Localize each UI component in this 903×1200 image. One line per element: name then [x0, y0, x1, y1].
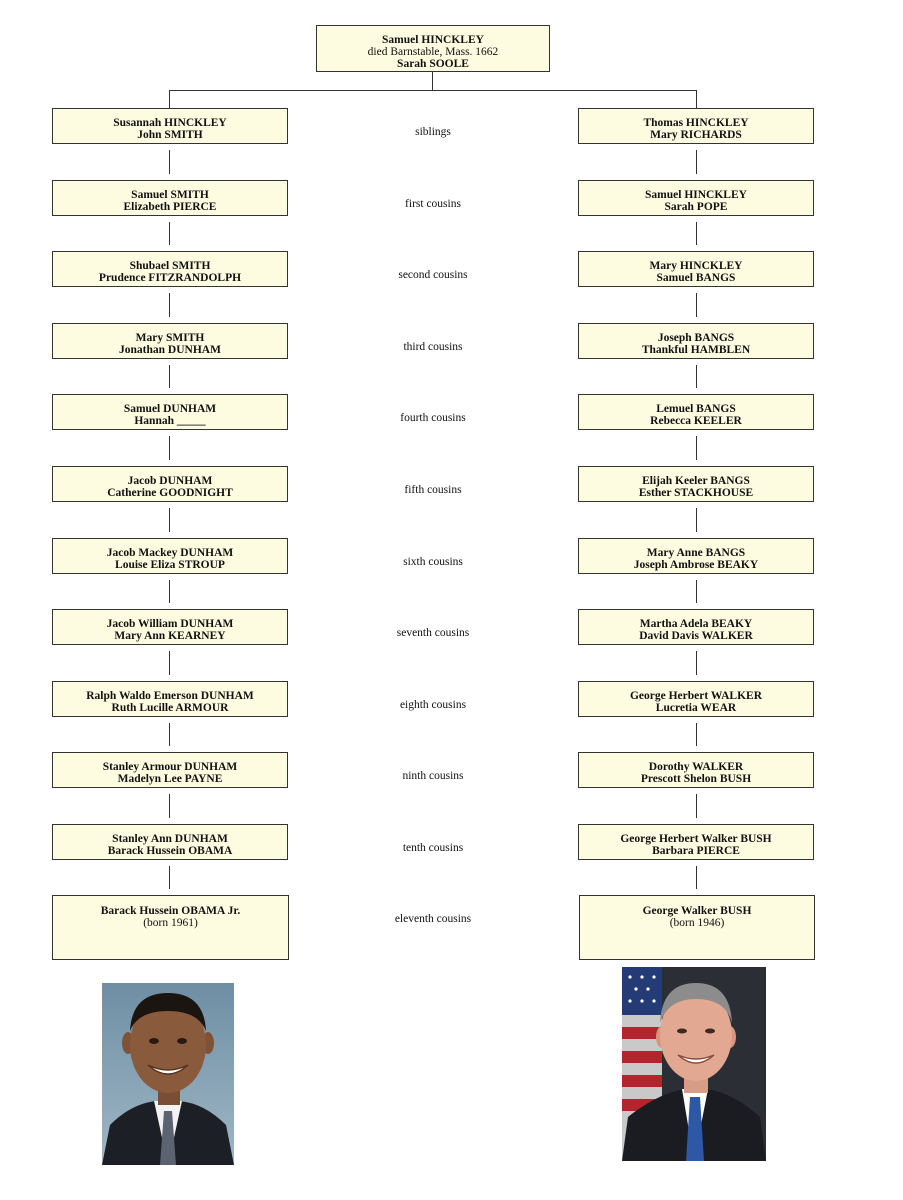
left-person-name: Samuel SMITH — [131, 189, 209, 201]
right-final-born: (born 1946) — [669, 917, 725, 929]
right-spouse-name: Sarah POPE — [664, 201, 728, 213]
right-person-name: Samuel HINCKLEY — [645, 189, 747, 201]
left-lineage-box — [52, 323, 288, 359]
descent-connector — [696, 651, 697, 675]
right-final-name: George Walker BUSH — [642, 905, 752, 917]
left-spouse-name: Madelyn Lee PAYNE — [117, 773, 223, 785]
left-lineage-box — [52, 681, 288, 717]
right-final-box — [579, 895, 815, 960]
left-person-name: Jacob DUNHAM — [127, 475, 213, 487]
left-final-box — [52, 895, 289, 960]
root-death-note: died Barnstable, Mass. 1662 — [367, 46, 499, 58]
right-person-name: Joseph BANGS — [657, 332, 735, 344]
left-spouse-name: Prudence FITZRANDOLPH — [98, 272, 242, 284]
descent-connector — [696, 580, 697, 603]
left-spouse-name: Louise Eliza STROUP — [115, 559, 225, 571]
left-lineage-box — [52, 824, 288, 860]
right-spouse-name: Samuel BANGS — [656, 272, 736, 284]
descent-connector — [169, 866, 170, 889]
final-relationship-label: eleventh cousins — [394, 913, 472, 925]
descent-connector — [696, 436, 697, 460]
root-ancestor-box — [316, 25, 550, 72]
descent-connector — [169, 723, 170, 746]
descent-connector — [169, 580, 170, 603]
descent-connector — [169, 365, 170, 388]
left-spouse-name: John SMITH — [137, 129, 203, 141]
right-person-name: Elijah Keeler BANGS — [642, 475, 750, 487]
right-spouse-name: Thankful HAMBLEN — [641, 344, 751, 356]
left-spouse-name: Catherine GOODNIGHT — [107, 487, 233, 499]
descent-connector — [696, 222, 697, 245]
right-spouse-name: Rebecca KEELER — [650, 415, 742, 427]
descent-connector — [169, 794, 170, 818]
right-spouse-name: Mary RICHARDS — [650, 129, 742, 141]
descent-connector — [696, 508, 697, 532]
left-spouse-name: Hannah _____ — [134, 415, 206, 427]
root-name: Samuel HINCKLEY — [382, 34, 484, 46]
relationship-label: fourth cousins — [400, 412, 466, 424]
descent-connector — [169, 293, 170, 317]
descent-connector — [696, 365, 697, 388]
left-portrait-photo — [102, 983, 234, 1165]
relationship-label: ninth cousins — [402, 770, 464, 782]
right-spouse-name: David Davis WALKER — [639, 630, 753, 642]
right-person-name: Lemuel BANGS — [656, 403, 736, 415]
descent-connector — [696, 866, 697, 889]
left-lineage-box — [52, 108, 288, 144]
root-spouse: Sarah SOOLE — [397, 58, 469, 70]
right-lineage-box — [578, 108, 814, 144]
descent-connector — [169, 222, 170, 245]
relationship-label: eighth cousins — [399, 699, 467, 711]
relationship-label: tenth cousins — [402, 842, 464, 854]
left-spouse-name: Elizabeth PIERCE — [123, 201, 217, 213]
right-person-name: George Herbert Walker BUSH — [620, 833, 772, 845]
left-person-name: Stanley Ann DUNHAM — [112, 833, 228, 845]
right-person-name: Mary HINCKLEY — [649, 260, 743, 272]
right-lineage-box — [578, 466, 814, 502]
left-spouse-name: Mary Ann KEARNEY — [114, 630, 226, 642]
descent-connector — [169, 150, 170, 174]
left-person-name: Samuel DUNHAM — [123, 403, 217, 415]
right-spouse-name: Barbara PIERCE — [652, 845, 740, 857]
left-final-name: Barack Hussein OBAMA Jr. — [100, 905, 241, 917]
relationship-label: sixth cousins — [403, 556, 463, 568]
descent-connector — [169, 436, 170, 460]
descent-connector — [696, 293, 697, 317]
right-portrait-photo — [622, 967, 766, 1161]
root-connector — [432, 72, 433, 90]
left-spouse-name: Barack Hussein OBAMA — [107, 845, 233, 857]
right-lineage-box — [578, 824, 814, 860]
right-spouse-name: Prescott Shelon BUSH — [640, 773, 752, 785]
right-spouse-name: Joseph Ambrose BEAKY — [633, 559, 759, 571]
relationship-label: second cousins — [398, 269, 468, 281]
relationship-label: fifth cousins — [404, 484, 462, 496]
right-lineage-box — [578, 752, 814, 788]
left-lineage-box — [52, 538, 288, 574]
left-lineage-box — [52, 180, 288, 216]
right-person-name: George Herbert WALKER — [629, 690, 762, 702]
descent-connector — [169, 651, 170, 675]
relationship-label: seventh cousins — [396, 627, 470, 639]
right-lineage-box — [578, 609, 814, 645]
right-person-name: Martha Adela BEAKY — [639, 618, 753, 630]
right-person-name: Mary Anne BANGS — [646, 547, 746, 559]
relationship-label: siblings — [415, 126, 451, 138]
descent-connector — [696, 150, 697, 174]
descent-connector — [169, 508, 170, 532]
left-spouse-name: Ruth Lucille ARMOUR — [111, 702, 229, 714]
relationship-label: third cousins — [403, 341, 463, 353]
left-person-name: Susannah HINCKLEY — [113, 117, 227, 129]
left-person-name: Stanley Armour DUNHAM — [102, 761, 238, 773]
left-lineage-box — [52, 251, 288, 287]
left-spouse-name: Jonathan DUNHAM — [119, 344, 221, 356]
right-lineage-box — [578, 681, 814, 717]
right-lineage-box — [578, 251, 814, 287]
descent-connector — [696, 794, 697, 818]
descent-connector — [696, 723, 697, 746]
left-lineage-box — [52, 466, 288, 502]
left-person-name: Ralph Waldo Emerson DUNHAM — [86, 690, 254, 702]
left-person-name: Jacob William DUNHAM — [106, 618, 234, 630]
right-branch-connector — [696, 90, 697, 108]
right-person-name: Thomas HINCKLEY — [643, 117, 749, 129]
right-lineage-box — [578, 323, 814, 359]
left-person-name: Shubael SMITH — [129, 260, 211, 272]
left-lineage-box — [52, 394, 288, 430]
right-lineage-box — [578, 180, 814, 216]
left-person-name: Jacob Mackey DUNHAM — [106, 547, 234, 559]
left-final-born: (born 1961) — [143, 917, 198, 929]
left-person-name: Mary SMITH — [135, 332, 205, 344]
branch-connector — [169, 90, 697, 91]
left-lineage-box — [52, 752, 288, 788]
left-branch-connector — [169, 90, 170, 108]
right-lineage-box — [578, 394, 814, 430]
left-lineage-box — [52, 609, 288, 645]
right-spouse-name: Esther STACKHOUSE — [638, 487, 754, 499]
right-spouse-name: Lucretia WEAR — [655, 702, 737, 714]
right-lineage-box — [578, 538, 814, 574]
right-person-name: Dorothy WALKER — [648, 761, 744, 773]
relationship-label: first cousins — [405, 198, 461, 210]
